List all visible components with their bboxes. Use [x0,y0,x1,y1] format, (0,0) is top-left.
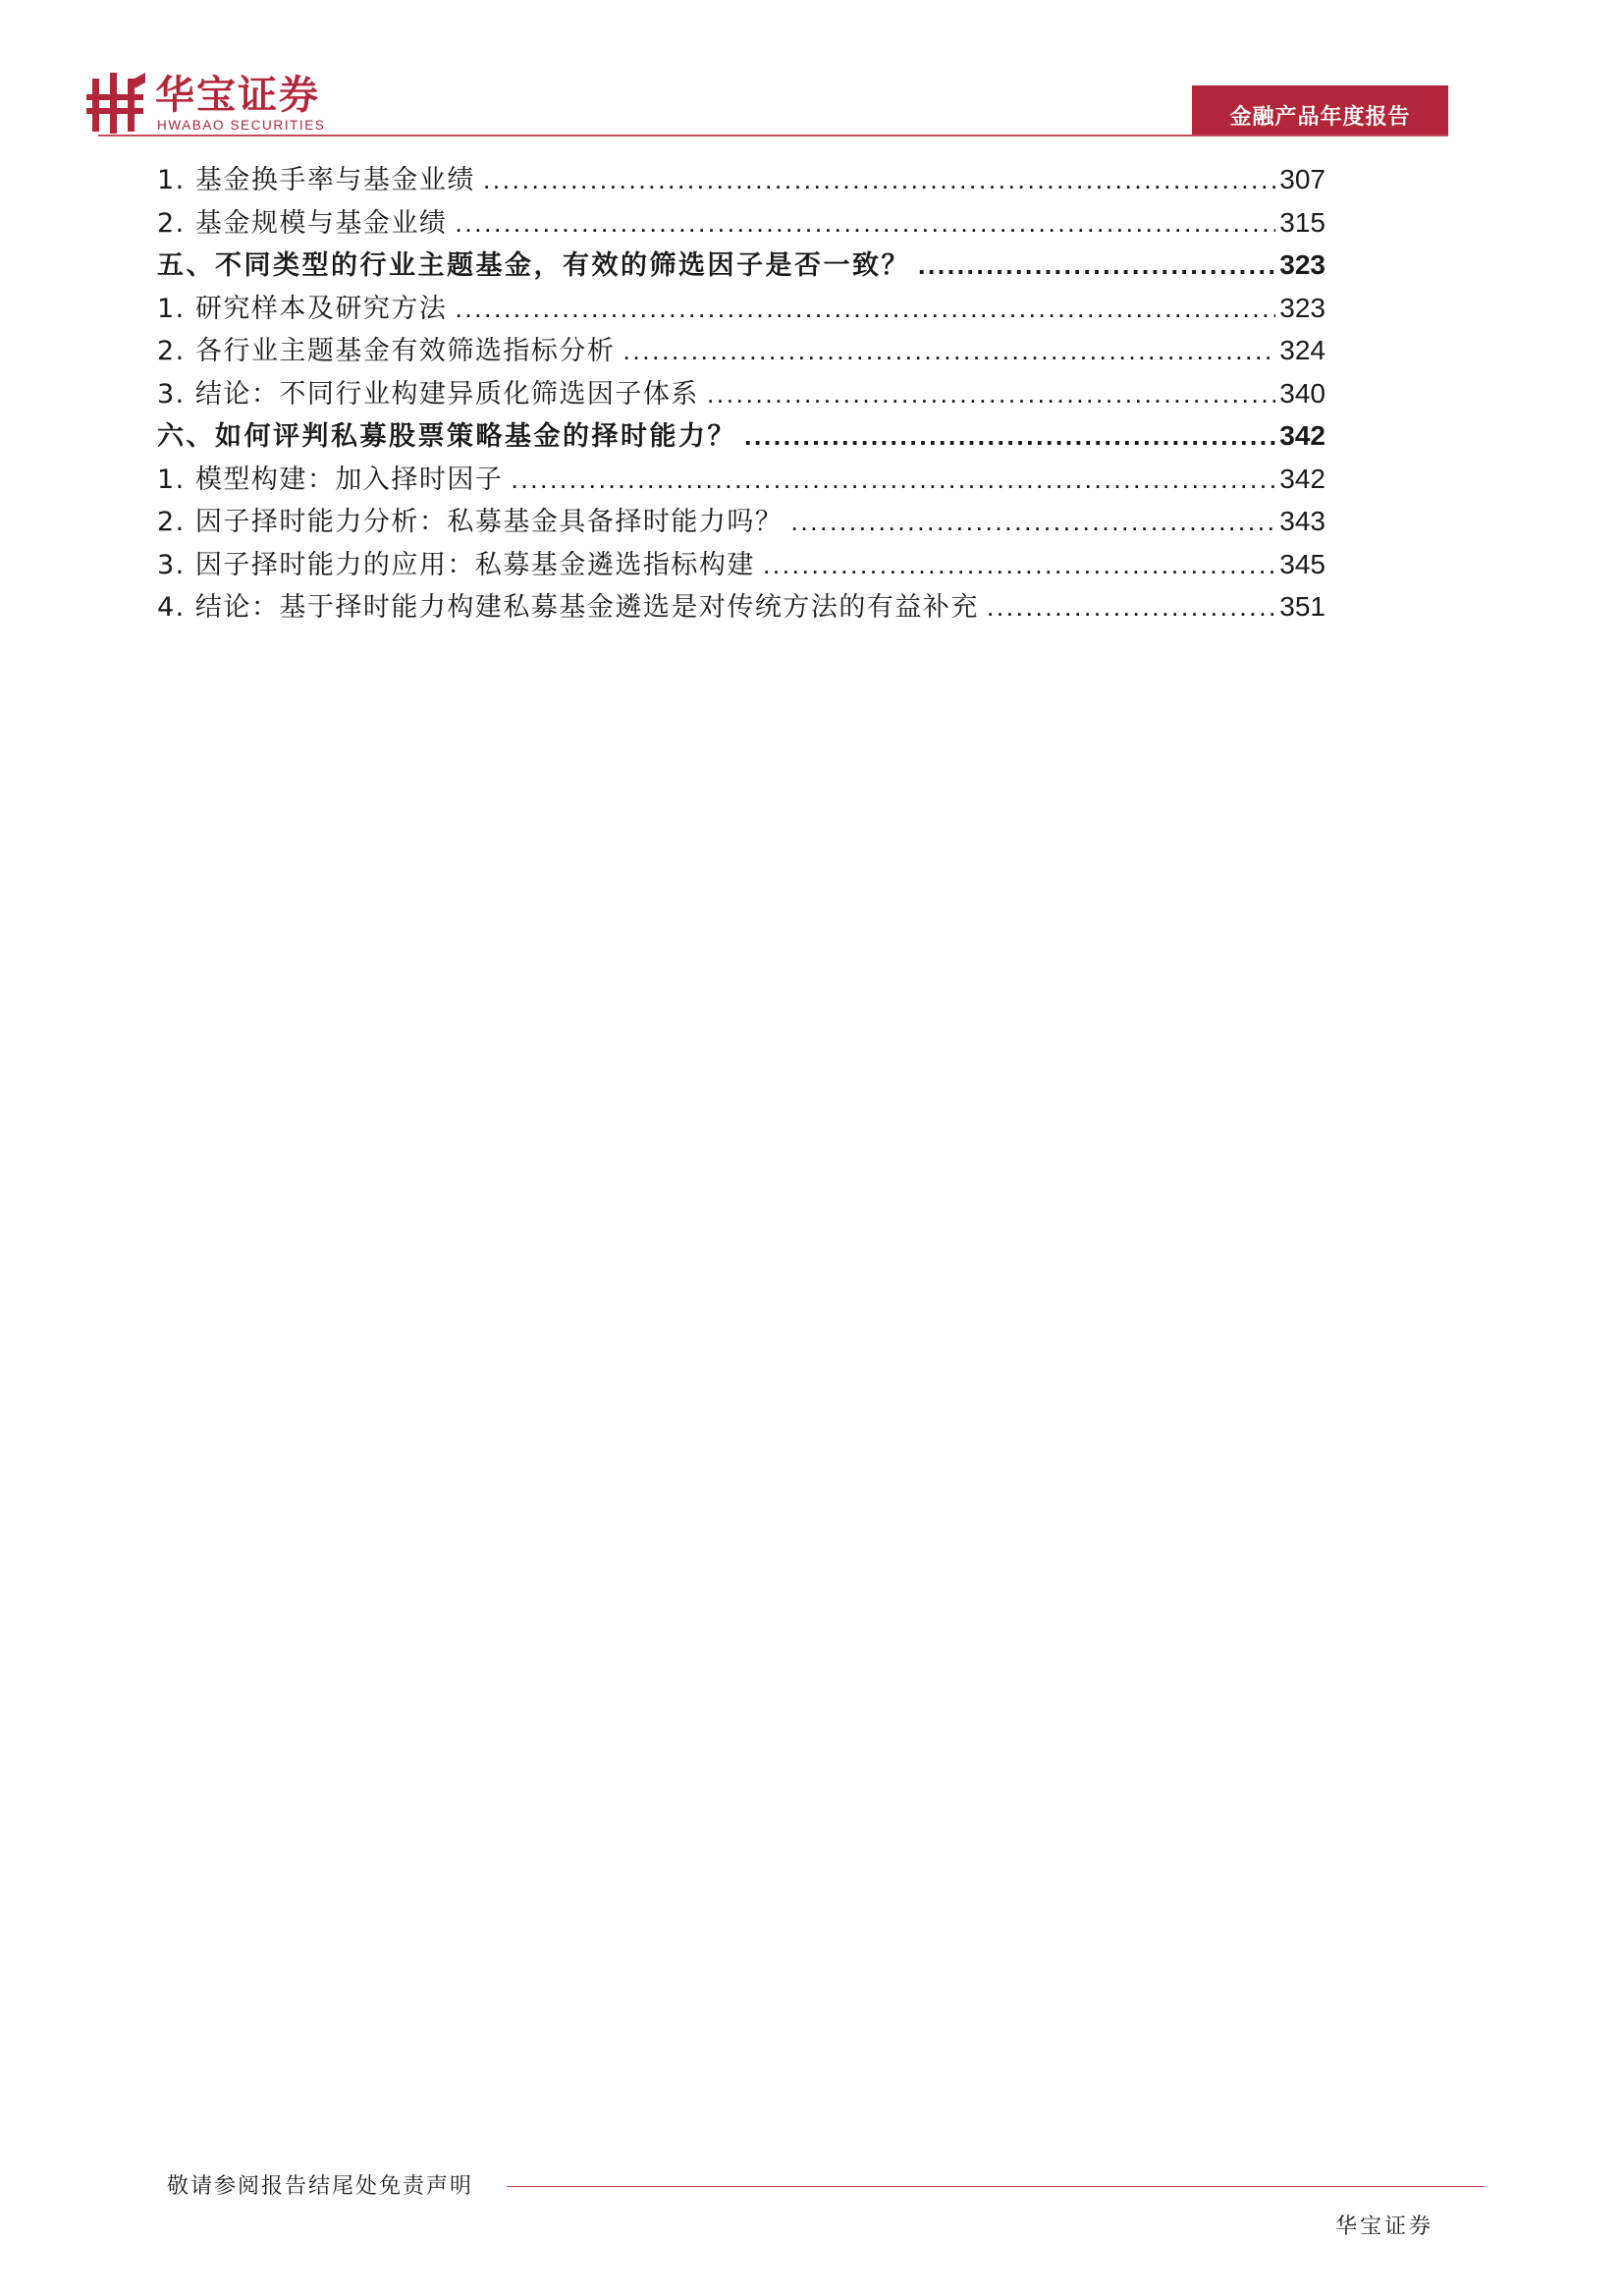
toc-subsection-entry[interactable] [157,158,1325,201]
toc-dot-leader [987,586,1275,629]
toc-dot-leader [790,501,1275,544]
toc-entry-label: 2. 各行业主题基金有效筛选指标分析 [157,336,616,366]
toc-entry-label: 1. 基金换手率与基金业绩 [157,165,475,195]
page-header [0,0,1623,137]
toc-dot-leader [918,245,1275,288]
toc-dot-leader [744,415,1275,459]
toc-section-entry[interactable] [157,244,1325,287]
toc-page-number: 340 [1279,377,1325,409]
toc-dot-leader [455,202,1275,246]
toc-subsection-entry[interactable] [157,372,1325,415]
logo-chinese-name: 华宝证券 [155,73,320,118]
toc-page-number: 324 [1279,335,1325,365]
disclaimer-note: 敬请参阅报告结尾处免责声明 [167,2174,474,2199]
toc-dot-leader [622,330,1275,373]
toc-subsection-entry[interactable] [157,543,1325,586]
toc-dot-leader [511,459,1275,502]
toc-page-number: 342 [1279,420,1325,451]
toc-dot-leader [455,288,1275,331]
toc-page-number: 315 [1279,206,1325,238]
company-logo [86,71,371,139]
toc-subsection-entry[interactable] [157,287,1325,330]
toc-page-number: 323 [1279,292,1325,323]
report-type-tag: 金融产品年度报告 [1192,85,1448,137]
toc-subsection-entry[interactable] [157,500,1325,543]
toc-subsection-entry[interactable] [157,585,1325,629]
toc-entry-label: 五、不同类型的行业主题基金，有效的筛选因子是否一致？ [157,250,910,281]
toc-subsection-entry[interactable] [157,458,1325,501]
footer-divider [507,2186,1485,2187]
toc-entry-label: 六、如何评判私募股票策略基金的择时能力？ [157,421,736,452]
logo-english-name: HWABAO SECURITIES [157,118,326,133]
toc-page-number: 342 [1279,463,1325,494]
hwabao-logo-icon [86,73,145,134]
footer-brand: 华宝证券 [1335,2214,1434,2239]
toc-subsection-entry[interactable] [157,201,1325,245]
toc-section-entry[interactable] [157,414,1325,458]
toc-subsection-entry[interactable] [157,329,1325,372]
toc-entry-label: 2. 因子择时能力分析：私募基金具备择时能力吗？ [157,507,784,537]
toc-page-number: 307 [1279,164,1325,194]
toc-page-number: 343 [1279,506,1325,536]
toc-entry-label: 1. 研究样本及研究方法 [157,293,448,324]
toc-entry-label: 4. 结论：基于择时能力构建私募基金遴选是对传统方法的有益补充 [157,592,979,623]
header-divider [98,135,1448,137]
toc-dot-leader [483,159,1275,202]
toc-page-number: 345 [1279,548,1325,579]
toc-entry-label: 3. 结论：不同行业构建异质化筛选因子体系 [157,378,699,410]
toc-page-number: 351 [1279,591,1325,622]
toc-page-number: 323 [1279,249,1325,280]
toc-entry-label: 1. 模型构建：加入择时因子 [157,464,504,495]
table-of-contents [157,158,1325,629]
toc-entry-label: 3. 因子择时能力的应用：私募基金遴选指标构建 [157,549,755,580]
toc-dot-leader [763,544,1275,587]
toc-dot-leader [707,373,1275,416]
toc-entry-label: 2. 基金规模与基金业绩 [157,207,448,239]
